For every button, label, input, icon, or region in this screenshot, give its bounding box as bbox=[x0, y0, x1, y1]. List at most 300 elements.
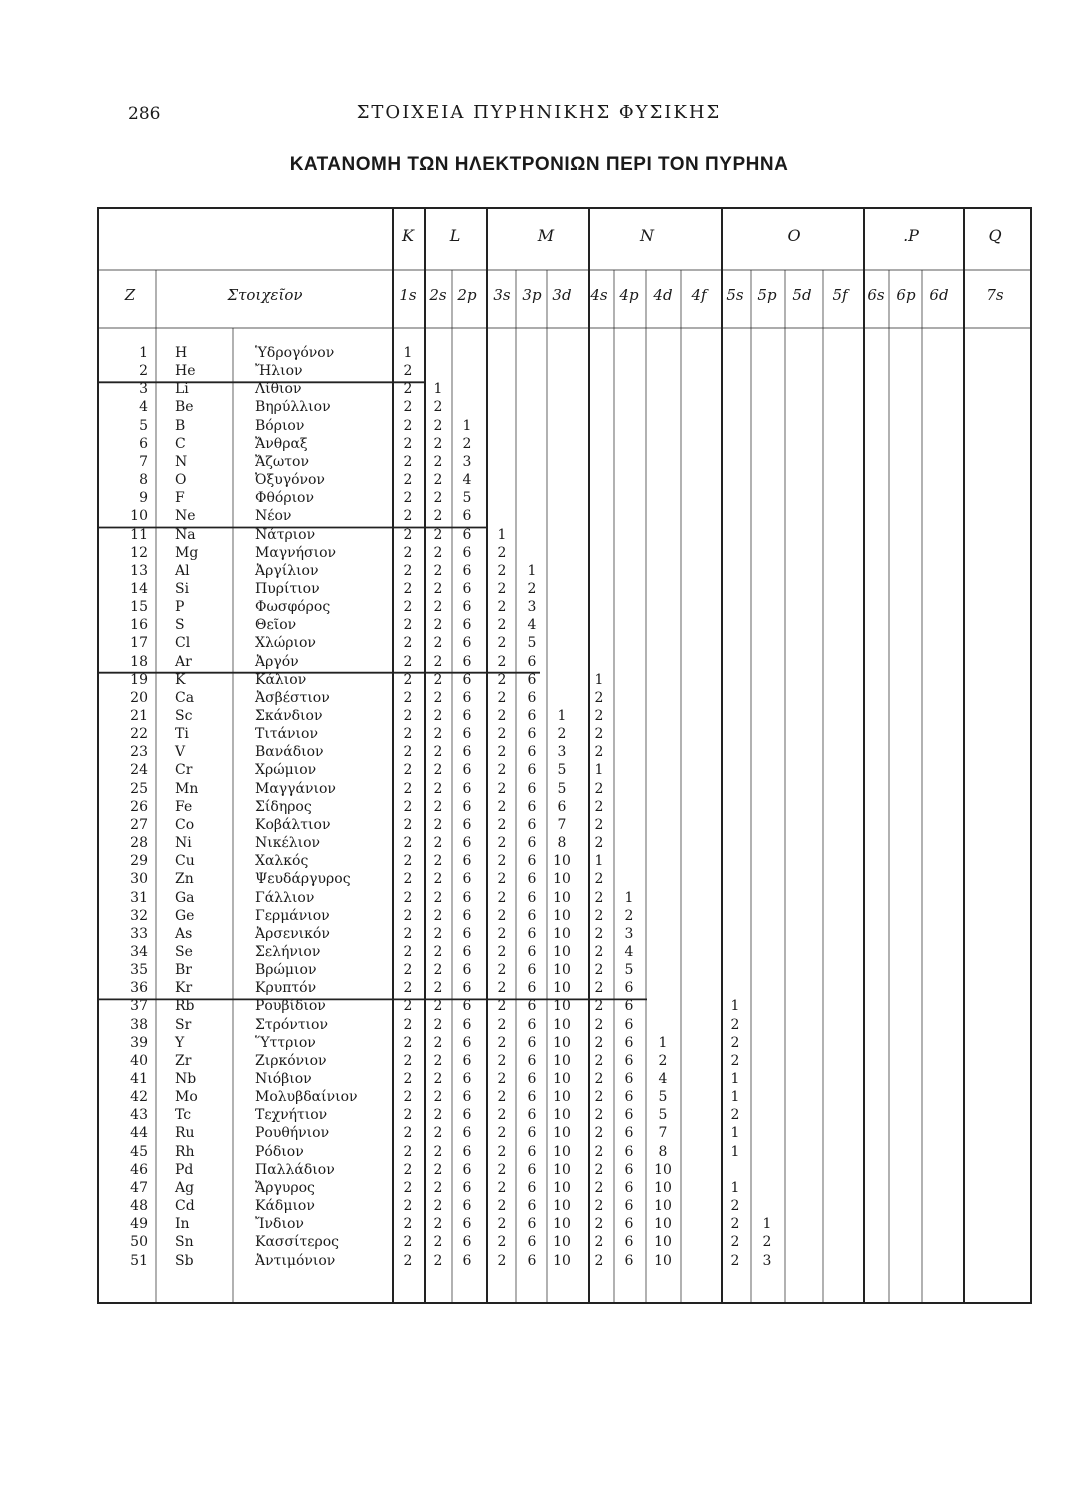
element-symbol: Zr bbox=[175, 1052, 192, 1069]
element-symbol: Mg bbox=[175, 544, 199, 561]
atomic-number: 3 bbox=[139, 381, 148, 398]
electron-count: 6 bbox=[462, 1179, 472, 1196]
electron-count: 6 bbox=[527, 798, 537, 815]
electron-count: 1 bbox=[462, 417, 472, 434]
element-name: Βανάδιον bbox=[255, 744, 324, 761]
electron-count: 5 bbox=[527, 635, 537, 652]
electron-count: 6 bbox=[527, 780, 537, 797]
electron-count: 2 bbox=[497, 889, 507, 906]
atomic-number: 7 bbox=[139, 453, 148, 470]
element-name: Νάτριον bbox=[255, 526, 316, 543]
atomic-number: 20 bbox=[130, 689, 148, 706]
electron-count: 2 bbox=[403, 962, 413, 979]
atomic-number: 38 bbox=[130, 1016, 148, 1033]
element-symbol: Si bbox=[175, 580, 190, 597]
electron-count: 1 bbox=[730, 1089, 740, 1106]
electron-count: 2 bbox=[433, 1252, 443, 1269]
electron-count: 2 bbox=[403, 544, 413, 561]
electron-count: 2 bbox=[594, 1179, 604, 1196]
electron-count: 6 bbox=[624, 1071, 634, 1087]
electron-count: 10 bbox=[553, 1216, 571, 1233]
electron-count: 6 bbox=[527, 1216, 537, 1233]
electron-count: 6 bbox=[527, 980, 537, 997]
electron-count: 2 bbox=[403, 381, 413, 398]
electron-count: 2 bbox=[594, 1216, 604, 1233]
electron-count: 2 bbox=[433, 907, 443, 924]
element-name: Χαλκός bbox=[255, 853, 309, 870]
electron-count: 2 bbox=[730, 1052, 740, 1069]
element-name: Ὑδρογόνον bbox=[255, 345, 335, 361]
electron-count: 6 bbox=[527, 671, 537, 688]
electron-count: 6 bbox=[462, 671, 472, 688]
electron-count: 2 bbox=[433, 889, 443, 906]
electron-count: 2 bbox=[433, 871, 443, 888]
atomic-number: 48 bbox=[130, 1198, 148, 1215]
atomic-number: 13 bbox=[130, 562, 148, 579]
electron-count: 2 bbox=[557, 726, 567, 743]
electron-count: 2 bbox=[433, 617, 443, 634]
element-name: Νιόβιον bbox=[255, 1071, 312, 1087]
subshell-label: 6p bbox=[896, 286, 916, 304]
electron-count: 2 bbox=[403, 744, 413, 761]
electron-count: 6 bbox=[527, 1252, 537, 1269]
element-symbol: Cr bbox=[175, 762, 193, 779]
electron-count: 6 bbox=[527, 1198, 537, 1215]
element-name: Λίθιον bbox=[255, 381, 302, 398]
electron-count: 8 bbox=[658, 1143, 668, 1160]
electron-count: 6 bbox=[462, 544, 472, 561]
electron-count: 10 bbox=[553, 871, 571, 888]
electron-count: 6 bbox=[527, 708, 537, 724]
electron-count: 10 bbox=[553, 980, 571, 997]
electron-count: 6 bbox=[527, 1034, 537, 1051]
electron-count: 6 bbox=[527, 1161, 537, 1178]
electron-count: 6 bbox=[624, 1143, 634, 1160]
element-symbol: Cl bbox=[175, 635, 191, 652]
element-name: Ἄνθραξ bbox=[255, 435, 308, 452]
element-name: Σίδηρος bbox=[255, 798, 312, 815]
atomic-number: 28 bbox=[130, 835, 148, 852]
electron-count: 1 bbox=[403, 345, 413, 361]
atomic-number: 18 bbox=[130, 653, 148, 670]
electron-count: 2 bbox=[433, 653, 443, 670]
electron-count: 2 bbox=[433, 1198, 443, 1215]
electron-count: 2 bbox=[497, 580, 507, 597]
electron-count: 2 bbox=[433, 1016, 443, 1033]
element-symbol: Nb bbox=[175, 1071, 197, 1087]
electron-count: 2 bbox=[594, 1198, 604, 1215]
electron-count: 2 bbox=[594, 1089, 604, 1106]
element-symbol: Ge bbox=[175, 907, 195, 924]
electron-count: 2 bbox=[497, 1052, 507, 1069]
electron-count: 6 bbox=[624, 1252, 634, 1269]
electron-count: 1 bbox=[730, 998, 740, 1015]
element-symbol: Mn bbox=[175, 780, 199, 797]
electron-count: 5 bbox=[624, 962, 634, 979]
electron-count: 2 bbox=[433, 1143, 443, 1160]
electron-count: 2 bbox=[594, 1125, 604, 1142]
electron-count: 6 bbox=[624, 1034, 634, 1051]
electron-count: 2 bbox=[403, 1198, 413, 1215]
element-name: Κοβάλτιον bbox=[255, 816, 331, 833]
electron-count: 6 bbox=[462, 980, 472, 997]
element-symbol: Al bbox=[175, 562, 190, 579]
electron-count: 2 bbox=[403, 998, 413, 1015]
element-symbol: Sc bbox=[175, 708, 193, 724]
element-name: Βηρύλλιον bbox=[255, 399, 331, 416]
electron-count: 1 bbox=[730, 1143, 740, 1160]
element-name: Ρουβίδιον bbox=[255, 998, 326, 1015]
electron-count: 10 bbox=[654, 1161, 672, 1178]
subshell-label: 2s bbox=[429, 286, 447, 304]
electron-count: 2 bbox=[433, 544, 443, 561]
electron-count: 2 bbox=[730, 1252, 740, 1269]
electron-count: 6 bbox=[527, 689, 537, 706]
electron-count: 2 bbox=[594, 726, 604, 743]
electron-count: 6 bbox=[462, 762, 472, 779]
subshell-label: 6s bbox=[867, 286, 885, 304]
electron-count: 2 bbox=[497, 1161, 507, 1178]
electron-count: 2 bbox=[730, 1216, 740, 1233]
electron-count: 2 bbox=[433, 689, 443, 706]
electron-count: 2 bbox=[594, 744, 604, 761]
element-symbol: Pd bbox=[175, 1161, 194, 1178]
electron-count: 2 bbox=[594, 980, 604, 997]
electron-count: 2 bbox=[403, 1143, 413, 1160]
subshell-label: 4s bbox=[590, 286, 608, 304]
atomic-number: 31 bbox=[130, 889, 148, 906]
electron-count: 2 bbox=[497, 907, 507, 924]
electron-count: 6 bbox=[527, 1016, 537, 1033]
electron-count: 2 bbox=[433, 816, 443, 833]
electron-count: 2 bbox=[403, 1179, 413, 1196]
element-symbol: Kr bbox=[175, 980, 193, 997]
electron-count: 10 bbox=[553, 1143, 571, 1160]
electron-count: 2 bbox=[497, 635, 507, 652]
shell-label: K bbox=[402, 226, 414, 245]
electron-count: 2 bbox=[403, 689, 413, 706]
shell-label: L bbox=[449, 226, 461, 245]
electron-count: 6 bbox=[462, 726, 472, 743]
electron-count: 6 bbox=[462, 599, 472, 616]
atomic-number: 50 bbox=[130, 1234, 148, 1251]
atomic-number: 47 bbox=[130, 1179, 148, 1196]
electron-count: 2 bbox=[497, 998, 507, 1015]
electron-count: 10 bbox=[654, 1216, 672, 1233]
electron-count: 2 bbox=[594, 1016, 604, 1033]
electron-count: 6 bbox=[462, 635, 472, 652]
electron-count: 2 bbox=[497, 816, 507, 833]
electron-count: 7 bbox=[658, 1125, 668, 1142]
element-name: Κάλιον bbox=[255, 671, 307, 688]
electron-count: 2 bbox=[594, 962, 604, 979]
element-symbol: Cu bbox=[175, 853, 195, 870]
atomic-number: 12 bbox=[130, 544, 148, 561]
electron-count: 1 bbox=[433, 381, 443, 398]
element-symbol: Tc bbox=[175, 1107, 192, 1124]
electron-count: 2 bbox=[497, 1071, 507, 1087]
electron-count: 5 bbox=[462, 490, 472, 507]
electron-count: 2 bbox=[433, 943, 443, 960]
element-name: Πυρίτιον bbox=[255, 580, 320, 597]
electron-count: 2 bbox=[433, 671, 443, 688]
electron-count: 2 bbox=[497, 1016, 507, 1033]
electron-count: 6 bbox=[462, 816, 472, 833]
electron-count: 1 bbox=[730, 1179, 740, 1196]
element-name: Φθόριον bbox=[255, 490, 314, 507]
electron-count: 4 bbox=[658, 1071, 668, 1087]
electron-count: 1 bbox=[594, 853, 604, 870]
atomic-number: 30 bbox=[130, 871, 148, 888]
subshell-label: 5p bbox=[757, 286, 777, 304]
electron-count: 2 bbox=[433, 435, 443, 452]
electron-count: 2 bbox=[497, 1198, 507, 1215]
electron-count: 2 bbox=[594, 871, 604, 888]
electron-count: 10 bbox=[553, 1179, 571, 1196]
electron-count: 2 bbox=[497, 1234, 507, 1251]
electron-count: 6 bbox=[462, 798, 472, 815]
running-title: ΣΤΟΙΧΕΙΑ ΠΥΡΗΝΙΚΗΣ ΦΥΣΙΚΗΣ bbox=[356, 102, 722, 123]
element-name: Ἴνδιον bbox=[255, 1216, 304, 1233]
electron-count: 10 bbox=[553, 907, 571, 924]
electron-count: 10 bbox=[553, 943, 571, 960]
electron-count: 6 bbox=[527, 925, 537, 942]
element-name: Νέον bbox=[255, 508, 292, 525]
electron-count: 10 bbox=[553, 925, 571, 942]
element-name: Κρυπτόν bbox=[255, 980, 317, 997]
shell-label: Q bbox=[988, 226, 1002, 245]
electron-count: 2 bbox=[594, 889, 604, 906]
electron-count: 1 bbox=[527, 562, 537, 579]
electron-count: 6 bbox=[462, 653, 472, 670]
atomic-number: 19 bbox=[130, 671, 148, 688]
shell-label: O bbox=[787, 226, 801, 245]
electron-count: 2 bbox=[433, 635, 443, 652]
electron-count: 6 bbox=[624, 1216, 634, 1233]
atomic-number: 14 bbox=[130, 580, 148, 597]
electron-count: 2 bbox=[497, 689, 507, 706]
electron-count: 2 bbox=[403, 653, 413, 670]
electron-count: 2 bbox=[730, 1016, 740, 1033]
atomic-number: 10 bbox=[130, 508, 148, 525]
element-symbol: H bbox=[175, 345, 188, 361]
electron-count: 2 bbox=[433, 580, 443, 597]
electron-count: 2 bbox=[433, 853, 443, 870]
electron-count: 10 bbox=[553, 1107, 571, 1124]
electron-count: 2 bbox=[403, 1034, 413, 1051]
atomic-number: 45 bbox=[130, 1143, 148, 1160]
atomic-number: 24 bbox=[130, 762, 148, 779]
electron-count: 6 bbox=[624, 1161, 634, 1178]
electron-count: 2 bbox=[403, 453, 413, 470]
electron-count: 2 bbox=[730, 1234, 740, 1251]
electron-count: 2 bbox=[403, 708, 413, 724]
element-symbol: S bbox=[175, 617, 185, 634]
atomic-number: 5 bbox=[139, 417, 148, 434]
electron-count: 6 bbox=[462, 1252, 472, 1269]
electron-count: 10 bbox=[553, 1071, 571, 1087]
electron-count: 10 bbox=[553, 1089, 571, 1106]
electron-count: 2 bbox=[403, 835, 413, 852]
electron-count: 6 bbox=[462, 580, 472, 597]
element-name: Ψευδάργυρος bbox=[255, 871, 351, 888]
electron-count: 2 bbox=[497, 835, 507, 852]
electron-count: 6 bbox=[527, 962, 537, 979]
electron-count: 3 bbox=[624, 925, 634, 942]
electron-count: 2 bbox=[403, 435, 413, 452]
element-name: Σελήνιον bbox=[255, 943, 321, 960]
electron-count: 2 bbox=[403, 1071, 413, 1087]
atomic-number: 2 bbox=[139, 363, 148, 380]
electron-count: 6 bbox=[624, 1107, 634, 1124]
electron-count: 2 bbox=[497, 943, 507, 960]
element-symbol: P bbox=[175, 599, 185, 616]
electron-count: 6 bbox=[527, 1107, 537, 1124]
atomic-number: 8 bbox=[139, 472, 148, 489]
electron-count: 10 bbox=[553, 1161, 571, 1178]
element-name: Ἄζωτον bbox=[255, 453, 309, 470]
electron-count: 6 bbox=[624, 1234, 634, 1251]
electron-count: 6 bbox=[462, 1071, 472, 1087]
electron-count: 2 bbox=[403, 617, 413, 634]
electron-count: 4 bbox=[527, 617, 537, 634]
element-name: Μαγνήσιον bbox=[255, 544, 337, 561]
electron-count: 10 bbox=[654, 1234, 672, 1251]
element-symbol: Ti bbox=[175, 726, 189, 743]
electron-count: 6 bbox=[527, 835, 537, 852]
electron-count: 10 bbox=[654, 1198, 672, 1215]
electron-count: 6 bbox=[527, 653, 537, 670]
atomic-number: 43 bbox=[130, 1107, 148, 1124]
electron-count: 3 bbox=[762, 1252, 772, 1269]
electron-count: 6 bbox=[527, 1052, 537, 1069]
atomic-number: 25 bbox=[130, 780, 148, 797]
electron-count: 6 bbox=[624, 1089, 634, 1106]
element-name: Κασσίτερος bbox=[255, 1234, 340, 1251]
electron-count: 1 bbox=[557, 708, 567, 724]
subshell-label: 3p bbox=[522, 286, 542, 304]
element-name: Κάδμιον bbox=[255, 1198, 315, 1215]
element-symbol: Rh bbox=[175, 1143, 195, 1160]
element-name: Βρώμιον bbox=[255, 962, 317, 979]
electron-count: 2 bbox=[497, 1143, 507, 1160]
element-name: Νικέλιον bbox=[255, 835, 321, 852]
electron-count: 2 bbox=[433, 1052, 443, 1069]
electron-count: 2 bbox=[403, 599, 413, 616]
atomic-number: 29 bbox=[130, 853, 148, 870]
electron-count: 2 bbox=[403, 635, 413, 652]
electron-count: 4 bbox=[462, 472, 472, 489]
atomic-number: 16 bbox=[130, 617, 148, 634]
electron-count: 6 bbox=[462, 1034, 472, 1051]
electron-count: 10 bbox=[553, 998, 571, 1015]
element-symbol: Fe bbox=[175, 798, 193, 815]
electron-count: 2 bbox=[433, 1234, 443, 1251]
electron-count: 10 bbox=[654, 1252, 672, 1269]
electron-count: 10 bbox=[553, 1252, 571, 1269]
element-symbol: O bbox=[175, 472, 187, 489]
electron-count: 6 bbox=[527, 1071, 537, 1087]
electron-count: 2 bbox=[403, 907, 413, 924]
electron-count: 4 bbox=[624, 943, 634, 960]
atomic-number: 39 bbox=[130, 1034, 148, 1051]
atomic-number: 9 bbox=[139, 490, 148, 507]
electron-count: 2 bbox=[403, 1161, 413, 1178]
electron-count: 6 bbox=[462, 943, 472, 960]
electron-count: 2 bbox=[403, 871, 413, 888]
electron-count: 2 bbox=[403, 1125, 413, 1142]
electron-count: 1 bbox=[497, 526, 507, 543]
electron-count: 6 bbox=[527, 889, 537, 906]
element-symbol: He bbox=[175, 363, 196, 380]
electron-count: 2 bbox=[433, 1161, 443, 1178]
element-symbol: F bbox=[175, 490, 185, 507]
electron-count: 2 bbox=[594, 943, 604, 960]
element-name: Ρουθήνιον bbox=[255, 1125, 330, 1142]
electron-count: 6 bbox=[624, 1179, 634, 1196]
electron-count: 2 bbox=[497, 1179, 507, 1196]
electron-count: 6 bbox=[624, 1198, 634, 1215]
electron-count: 2 bbox=[403, 1089, 413, 1106]
electron-count: 6 bbox=[462, 1125, 472, 1142]
electron-count: 2 bbox=[497, 853, 507, 870]
electron-count: 10 bbox=[553, 1234, 571, 1251]
element-symbol: Co bbox=[175, 816, 195, 833]
electron-count: 2 bbox=[497, 1125, 507, 1142]
element-name: Χρώμιον bbox=[255, 762, 317, 779]
element-column-header: Στοιχεῖον bbox=[227, 286, 303, 304]
shell-label: .P bbox=[903, 226, 919, 245]
element-name: Ὀξυγόνον bbox=[255, 472, 325, 489]
electron-count: 3 bbox=[462, 453, 472, 470]
element-name: Χλώριον bbox=[255, 635, 316, 652]
element-symbol: As bbox=[175, 925, 193, 942]
electron-count: 6 bbox=[462, 998, 472, 1015]
electron-count: 2 bbox=[433, 998, 443, 1015]
element-name: Στρόντιον bbox=[255, 1016, 328, 1033]
electron-count: 2 bbox=[594, 925, 604, 942]
element-name: Ὕττριον bbox=[255, 1034, 316, 1051]
electron-count: 6 bbox=[462, 617, 472, 634]
element-symbol: Y bbox=[175, 1034, 185, 1051]
element-symbol: Cd bbox=[175, 1198, 195, 1215]
electron-count: 2 bbox=[497, 871, 507, 888]
electron-count: 2 bbox=[433, 980, 443, 997]
electron-count: 6 bbox=[527, 943, 537, 960]
electron-count: 6 bbox=[624, 1052, 634, 1069]
electron-count: 6 bbox=[527, 853, 537, 870]
element-symbol: Mo bbox=[175, 1089, 198, 1106]
electron-count: 10 bbox=[553, 962, 571, 979]
electron-count: 2 bbox=[433, 417, 443, 434]
atomic-number: 17 bbox=[130, 635, 148, 652]
element-name: Γερμάνιον bbox=[255, 907, 330, 924]
electron-count: 2 bbox=[594, 1052, 604, 1069]
subshell-label: 4p bbox=[619, 286, 639, 304]
atomic-number: 46 bbox=[130, 1161, 148, 1178]
atomic-number: 42 bbox=[130, 1089, 148, 1106]
element-name: Παλλάδιον bbox=[255, 1161, 335, 1178]
electron-count: 2 bbox=[497, 962, 507, 979]
electron-count: 6 bbox=[462, 907, 472, 924]
electron-count: 2 bbox=[497, 1216, 507, 1233]
element-name: Ἀρσενικόν bbox=[255, 925, 330, 942]
electron-count: 2 bbox=[433, 1089, 443, 1106]
electron-count: 2 bbox=[403, 363, 413, 380]
electron-count: 10 bbox=[553, 1016, 571, 1033]
electron-count: 2 bbox=[433, 1216, 443, 1233]
electron-count: 2 bbox=[730, 1198, 740, 1215]
